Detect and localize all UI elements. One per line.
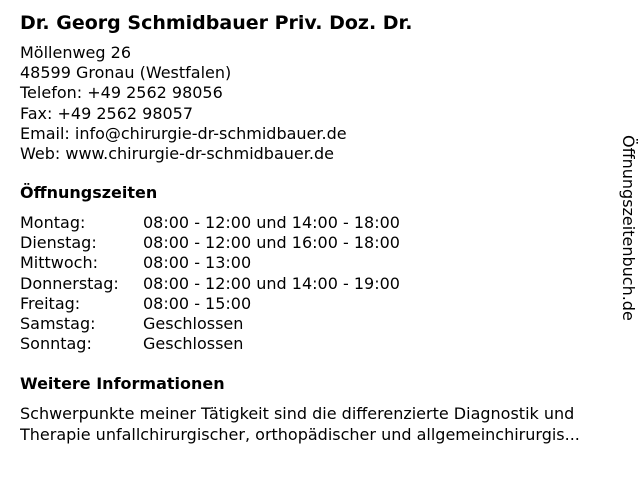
hours-row-thursday: [20, 274, 400, 294]
page-title: Dr. Georg Schmidbauer Priv. Doz. Dr.: [20, 12, 413, 34]
hours-row-tuesday: [20, 233, 400, 253]
contact-block: [20, 43, 347, 164]
email-address: Email: info@chirurgie-dr-schmidbauer.de: [20, 123, 347, 143]
day-label: Montag:: [20, 213, 86, 232]
hours-row-saturday: [20, 314, 400, 334]
brand-watermark: Öffnungszeitenbuch.de: [619, 135, 638, 321]
fax-number: Fax: +49 2562 98057: [20, 103, 194, 123]
day-hours: 08:00 - 15:00: [143, 293, 252, 313]
opening-hours-heading: Öffnungszeiten: [20, 183, 158, 202]
day-label: Samstag:: [20, 313, 96, 333]
day-hours: Geschlossen: [143, 313, 244, 333]
day-label: Dienstag:: [20, 233, 97, 253]
further-info-text: [20, 403, 630, 445]
day-label: Donnerstag:: [20, 273, 119, 293]
hours-row-sunday: [20, 334, 400, 354]
day-hours: Geschlossen: [143, 334, 244, 354]
day-label: Sonntag:: [20, 334, 92, 354]
hours-row-friday: [20, 294, 400, 314]
opening-hours-table: [20, 213, 400, 354]
day-hours: 08:00 - 12:00 und 14:00 - 19:00: [143, 273, 400, 293]
website-address: Web: www.chirurgie-dr-schmidbauer.de: [20, 143, 334, 163]
info-line: Therapie unfallchirurgischer, orthopädischer und allgemeinchirurgis...: [20, 425, 580, 444]
hours-row-wednesday: [20, 253, 400, 273]
day-label: Mittwoch:: [20, 253, 98, 273]
day-hours: 08:00 - 13:00: [143, 253, 252, 273]
day-hours: 08:00 - 12:00 und 14:00 - 18:00: [143, 213, 400, 232]
address-city: 48599 Gronau (Westfalen): [20, 63, 232, 83]
phone-number: Telefon: +49 2562 98056: [20, 83, 223, 103]
info-line: Schwerpunkte meiner Tätigkeit sind die differenzierte Diagnostik und: [20, 404, 575, 423]
day-hours: 08:00 - 12:00 und 16:00 - 18:00: [143, 233, 400, 253]
day-label: Freitag:: [20, 293, 81, 313]
hours-row-monday: [20, 213, 400, 233]
address-street: Möllenweg 26: [20, 43, 131, 62]
further-info-heading: Weitere Informationen: [20, 374, 225, 393]
